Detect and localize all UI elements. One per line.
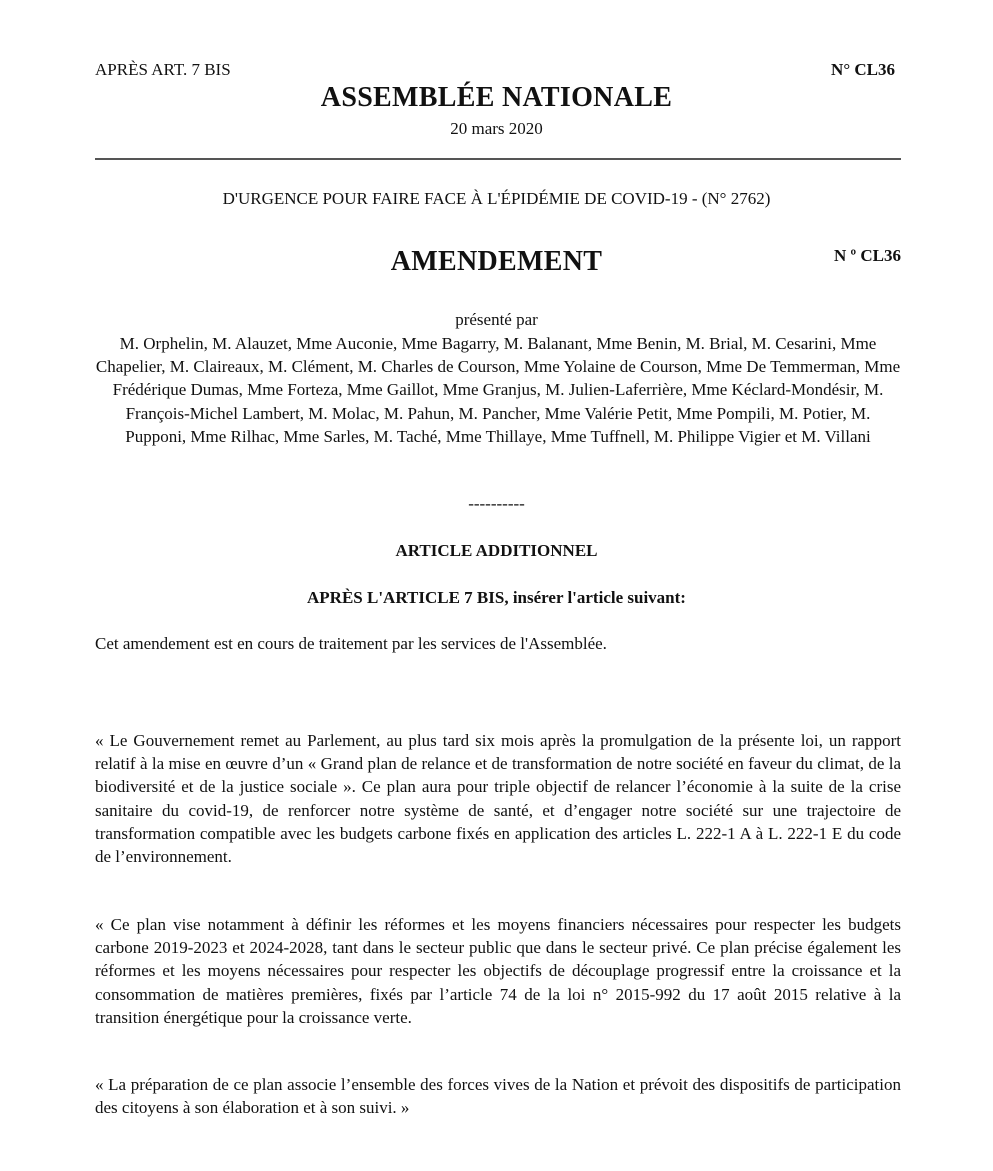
body-paragraph-1: « Le Gouvernement remet au Parlement, au plus tard six mois après la promulgation de la présente loi, un rapport relatif à la mise en œuvre d’un « Grand plan de relance et de transformation de notre société en faveur du climat, de la biodiversité et de la justice sociale ». Ce plan aura pour triple objectif de relancer l’économie à la suite de la crise sanitaire du covid-19, de renforcer notre système de santé, et d’engager notre société sur une trajectoire de transformation compatible avec les budgets carbone fixés en application des articles L. 222-1 A à L. 222-1 E du code de l’environnement.: [95, 731, 901, 867]
header-amendment-number: N° CL36: [831, 60, 895, 79]
body-paragraph-3: « La préparation de ce plan associe l’ensemble des forces vives de la Nation et prévoit des dispositifs de participation des citoyens à son élaboration et à son suivi. »: [95, 1075, 901, 1118]
presented-by-label: présenté par: [455, 310, 538, 329]
article-heading: ARTICLE ADDITIONNEL: [395, 541, 598, 560]
article-instruction: APRÈS L'ARTICLE 7 BIS, insérer l'article suivant:: [307, 588, 686, 607]
header-article-position: APRÈS ART. 7 BIS: [95, 60, 231, 79]
bill-title: D'URGENCE POUR FAIRE FACE À L'ÉPIDÉMIE DE COVID-19 - (N° 2762): [222, 189, 771, 208]
amendment-number: N º CL36: [833, 246, 901, 265]
separator-dashes: ----------: [468, 494, 525, 513]
amendment-title: AMENDEMENT: [390, 246, 603, 277]
authors-list: M. Orphelin, M. Alauzet, Mme Auconie, Mme Bagarry, M. Balanant, Mme Benin, M. Brial, M. Cesarini, Mme Chapelier, M. Claireaux, M. Clément, M. Charles de Courson, Mme Yolaine de Courson, Mme De Temmerman, Mme Frédérique Dumas, Mme Forteza, Mme Gaillot, Mme Granjus, M. Julien-Laferrière, Mme Kéclard-Mondésir, M. François-Michel Lambert, M. Molac, M. Pahun, M. Pancher, Mme Valérie Petit, Mme Pompili, M. Potier, M. Pupponi, Mme Rilhac, Mme Sarles, M. Taché, Mme Thillaye, Mme Tuffnell, M. Philippe Vigier et M. Villani: [95, 334, 901, 446]
body-paragraph-2: « Ce plan vise notamment à définir les réformes et les moyens financiers nécessaires pour respecter les budgets carbone 2019-2023 et 2024-2028, tant dans le secteur public que dans le secteur privé. Ce plan précise également les réformes et les moyens nécessaires pour respecter les objectifs de découplage progressif entre la croissance et la consommation de matières premières, fixés par l’article 74 de la loi n° 2015-992 du 17 août 2015 relative à la transition énergétique pour la croissance verte.: [95, 915, 901, 1027]
document-date: 20 mars 2020: [450, 119, 543, 138]
status-note: Cet amendement est en cours de traitement par les services de l'Assemblée.: [95, 634, 607, 653]
assembly-title: ASSEMBLÉE NATIONALE: [320, 82, 673, 113]
header-divider: [95, 158, 901, 160]
